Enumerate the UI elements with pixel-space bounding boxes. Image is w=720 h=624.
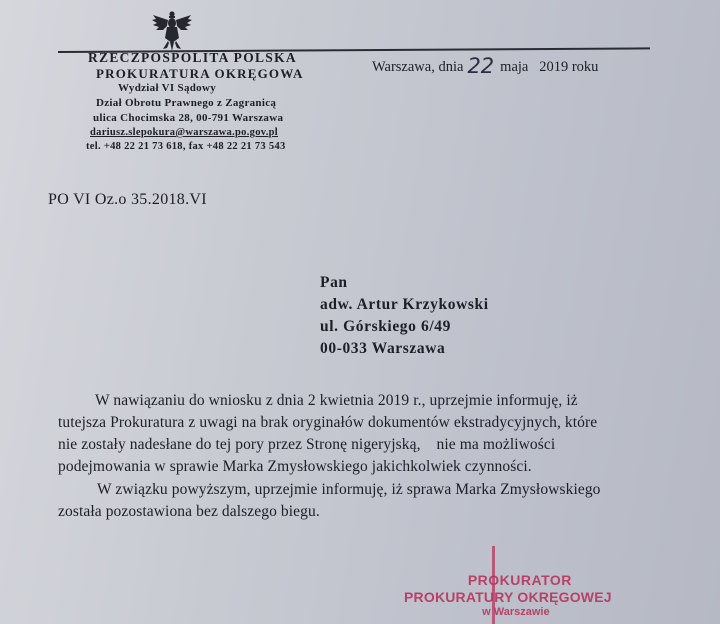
body-paragraph2-line: W związku powyższym, uprzejmie informuję, iż sprawa Marka Zmysłowskiego bbox=[97, 481, 601, 498]
body-paragraph1-line: podejmowania w sprawie Marka Zmysłowskiego jakichkolwiek czynności. bbox=[58, 458, 532, 475]
letterhead-address: ulica Chocimska 28, 00-791 Warszawa bbox=[93, 112, 284, 124]
date-prefix: Warszawa, dnia bbox=[372, 59, 464, 75]
body-paragraph1-line: W nawiązaniu do wniosku z dnia 2 kwietnia 2019 r., uprzejmie informuję, iż bbox=[95, 392, 578, 409]
letterhead-phone: tel. +48 22 21 73 618, fax +48 22 21 73 543 bbox=[86, 141, 286, 152]
letterhead-email-link[interactable]: dariusz.slepokura@warszawa.po.gov.pl bbox=[90, 127, 279, 138]
letterhead-country: RZECZPOSPOLITA POLSKA bbox=[88, 50, 297, 65]
recipient-city: 00-033 Warszawa bbox=[320, 340, 446, 357]
date-day-handwritten: 22 bbox=[467, 54, 495, 78]
stamp-line: PROKURATOR bbox=[467, 572, 572, 588]
date-suffix: maja 2019 roku bbox=[500, 59, 599, 75]
letterhead-office: PROKURATURA OKRĘGOWA bbox=[96, 66, 304, 81]
date-line bbox=[372, 52, 598, 76]
recipient-title: Pan bbox=[320, 274, 348, 291]
official-stamp bbox=[404, 573, 612, 618]
recipient-name: adw. Artur Krzykowski bbox=[320, 296, 489, 313]
stamp-line: PROKURATURY OKRĘGOWEJ bbox=[404, 589, 612, 605]
polish-eagle-icon bbox=[150, 10, 194, 52]
body-paragraph1-line: nie zostały nadesłane do tej pory przez Stronę nigeryjską, nie ma możliwości bbox=[58, 436, 556, 453]
body-paragraph2-line: została pozostawiona bez dalszego biegu. bbox=[58, 503, 320, 520]
recipient-street: ul. Górskiego 6/49 bbox=[320, 318, 451, 335]
case-reference: PO VI Oz.o 35.2018.VI bbox=[48, 191, 207, 208]
letterhead-division: Dział Obrotu Prawnego z Zagranicą bbox=[96, 97, 277, 109]
stamp-line: w Warszawie bbox=[482, 606, 550, 618]
body-paragraph1-line: tutejsza Prokuratura z uwagi na brak oryginałów dokumentów ekstradycyjnych, które bbox=[58, 414, 598, 431]
letterhead-department: Wydział VI Sądowy bbox=[118, 82, 217, 94]
